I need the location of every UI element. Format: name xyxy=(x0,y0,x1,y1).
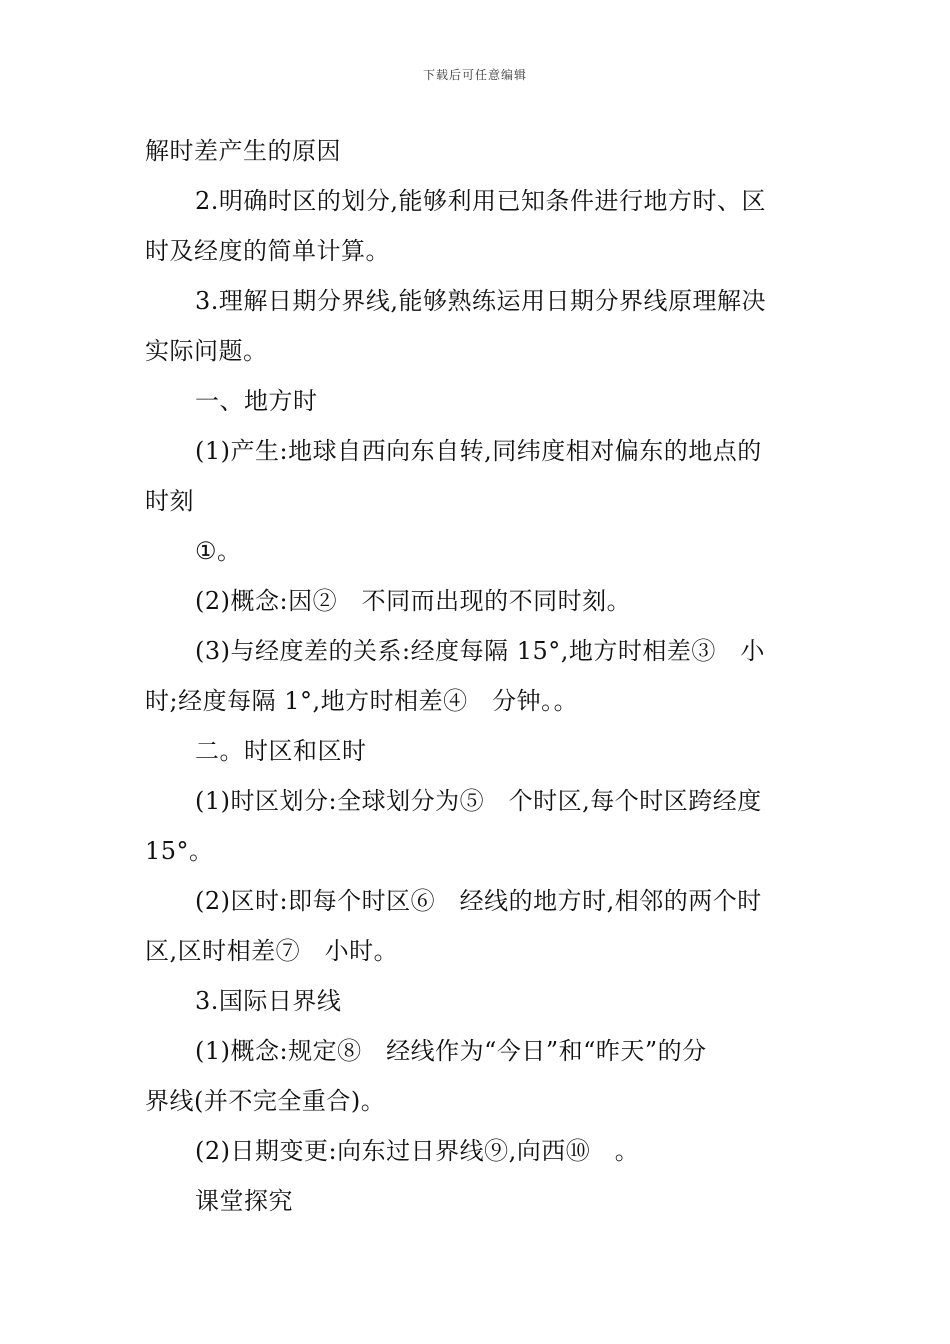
text-line: 区,区时相差⑦ 小时。 xyxy=(145,937,399,965)
text-line: (1)概念:规定⑧ 经线作为“今日”和“昨天”的分 xyxy=(195,1037,707,1065)
section-heading: 3.国际日界线 xyxy=(195,987,342,1015)
text-line: (3)与经度差的关系:经度每隔 15°,地方时相差③ 小 xyxy=(195,637,765,665)
text-line: ①。 xyxy=(195,537,242,565)
text-line: (1)产生:地球自西向东自转,同纬度相对偏东的地点的 xyxy=(195,437,762,465)
section-heading: 课堂探究 xyxy=(195,1187,293,1215)
text-line: 15°。 xyxy=(145,837,214,865)
text-line: 时及经度的简单计算。 xyxy=(145,237,390,265)
text-line: (2)区时:即每个时区⑥ 经线的地方时,相邻的两个时 xyxy=(195,887,762,915)
text-line: (2)概念:因② 不同而出现的不同时刻。 xyxy=(195,587,632,615)
page-header: 下载后可任意编辑 xyxy=(422,68,527,82)
text-line: 时刻 xyxy=(145,487,194,515)
document-body xyxy=(145,126,811,1226)
text-line: 时;经度每隔 1°,地方时相差④ 分钟。。 xyxy=(145,687,579,715)
text-line: 界线(并不完全重合)。 xyxy=(145,1087,386,1115)
section-heading: 一、地方时 xyxy=(195,387,318,415)
section-heading: 二。时区和区时 xyxy=(195,737,367,765)
text-line: (2)日期变更:向东过日界线⑨,向西⑩ 。 xyxy=(195,1137,640,1165)
text-line: 2.明确时区的划分,能够利用已知条件进行地方时、区 xyxy=(195,187,767,215)
text-line: 实际问题。 xyxy=(145,337,268,365)
text-line: 3.理解日期分界线,能够熟练运用日期分界线原理解决 xyxy=(195,287,767,315)
text-line: 解时差产生的原因 xyxy=(145,137,341,165)
text-line: (1)时区划分:全球划分为⑤ 个时区,每个时区跨经度 xyxy=(195,787,762,815)
